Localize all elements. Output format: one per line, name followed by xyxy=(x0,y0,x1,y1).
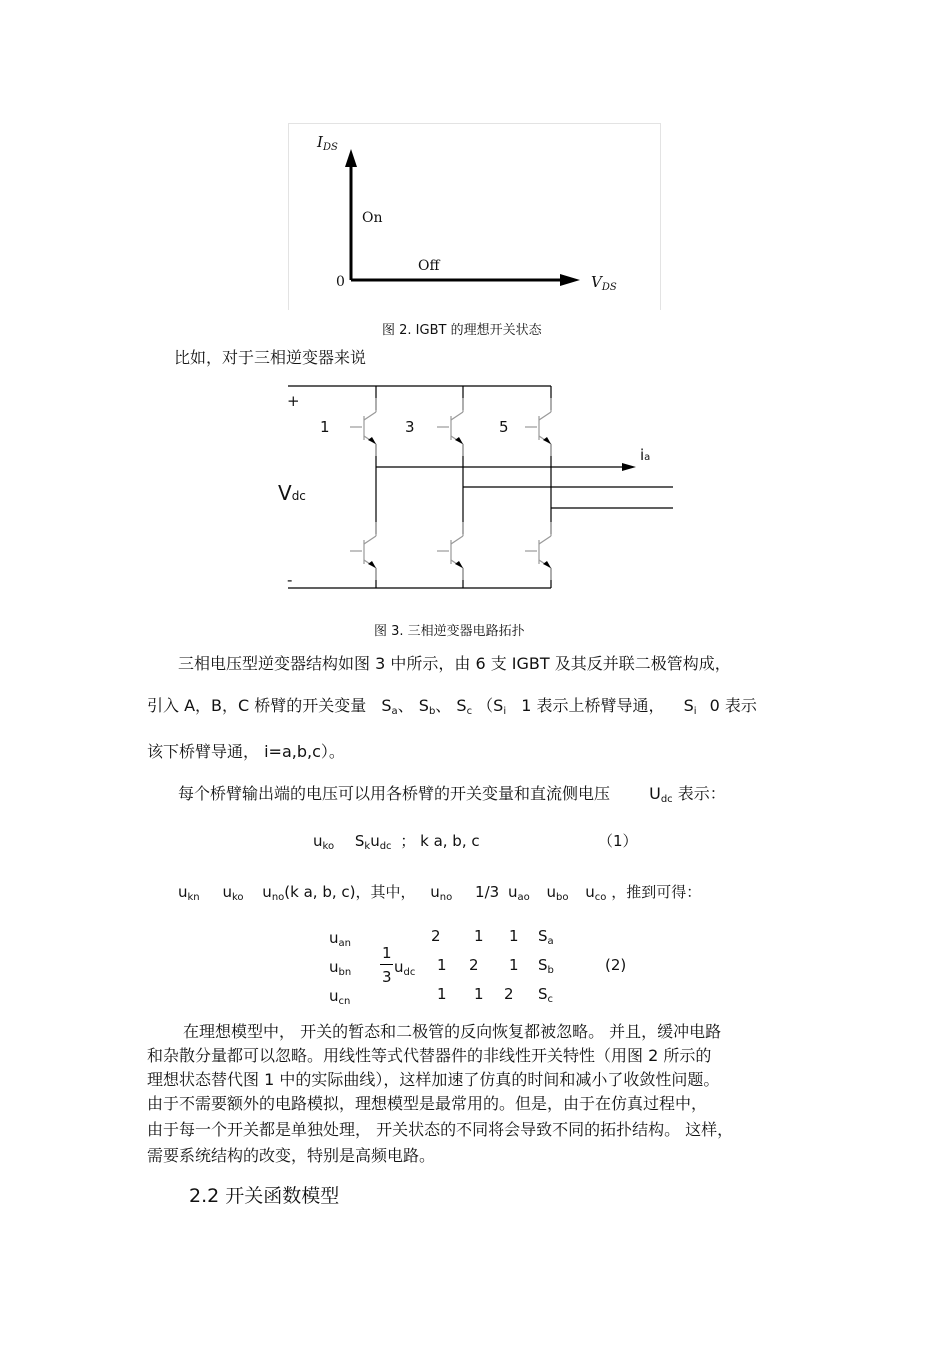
m33: 2 xyxy=(504,985,514,1003)
para3-line2: 和杂散分量都可以忽略。用线性等式代替器件的非线性开关特性（用图 2 所示的 xyxy=(147,1046,712,1065)
fraction-denominator: 3 xyxy=(382,968,392,986)
section-heading: 2.2 开关函数模型 xyxy=(189,1185,340,1207)
fraction-numerator: 1 xyxy=(382,944,392,962)
m23: 1 xyxy=(509,956,519,974)
figure-3-circuit xyxy=(270,380,690,595)
para1-line1: 三相电压型逆变器结构如图 3 中所示，由 6 支 IGBT 及其反并联二极管构成， xyxy=(178,654,731,673)
rhs-row-2: $S_b$ xyxy=(538,956,554,976)
equation-1-number: （1） xyxy=(598,832,638,850)
vds-axis-arrow xyxy=(560,274,580,286)
off-label: Off xyxy=(418,258,440,274)
figure-3-caption: 图 3. 三相逆变器电路拓扑 xyxy=(374,624,525,639)
lhs-row-2: $u_{bn}$ xyxy=(329,958,352,978)
lhs-row-1: $u_{an}$ xyxy=(329,929,351,949)
equation-1: $u_{ko}$ $S_ku_{dc}$ ； k a, b, c xyxy=(313,832,480,852)
para3-line5: 由于每一个开关都是单独处理， 开关状态的不同将会导致不同的拓扑结构。 这样， xyxy=(147,1120,734,1139)
equation-line: $u_{kn}$ $u_{ko}$ $u_{no}(k$ a, b, c)，其中， $u_{no}$ 1/3 $u_{ao}$ $u_{bo}$ $u_{co}$ ，推到可得： xyxy=(178,883,702,903)
intro-line: 比如，对于三相逆变器来说 xyxy=(174,348,367,367)
para3-line1: 在理想模型中， 开关的暂态和二极管的反向恢复都被忽略。 并且，缓冲电路 xyxy=(183,1022,722,1041)
rhs-row-1: $S_a$ xyxy=(538,927,554,947)
equation-2-number: (2) xyxy=(605,956,627,974)
m21: 1 xyxy=(437,956,447,974)
figure-2-caption: 图 2. IGBT 的理想开关状态 xyxy=(382,323,542,338)
vdc-label: Vdc xyxy=(278,481,306,505)
leg-1-label: 1 xyxy=(320,418,330,436)
ids-axis-arrow xyxy=(345,149,357,167)
leg-5-label: 5 xyxy=(499,418,509,436)
m32: 1 xyxy=(474,985,484,1003)
para1-line2: 引入 A，B，C 桥臂的开关变量 $S_a$、 $S_b$、 $S_c$ （$S_i$ 1 表示上桥臂导通， $S_i$ 0 表示 xyxy=(147,696,757,717)
vds-axis-label: $V_{DS}$ xyxy=(591,273,617,293)
negative-terminal: - xyxy=(287,571,293,589)
para3-line4: 由于不需要额外的电路模拟，理想模型是最常用的。但是，由于在仿真过程中， xyxy=(147,1094,708,1113)
para1-line3: 该下桥臂导通， i=a,b,c）。 xyxy=(147,742,345,761)
ia-label: ia xyxy=(640,446,651,464)
para3-line3: 理想状态替代图 1 中的实际曲线），这样加速了仿真的时间和减小了收敛性问题。 xyxy=(147,1070,720,1089)
m22: 2 xyxy=(469,956,479,974)
rhs-row-3: $S_c$ xyxy=(538,985,554,1005)
m31: 1 xyxy=(437,985,447,1003)
lhs-row-3: $u_{cn}$ xyxy=(329,987,351,1007)
positive-terminal: + xyxy=(287,392,300,410)
coefficient-udc: $u_{dc}$ xyxy=(394,958,416,978)
on-label: On xyxy=(362,210,383,226)
ids-axis-label: $I_{DS}$ xyxy=(317,133,338,153)
m12: 1 xyxy=(474,927,484,945)
leg-3-label: 3 xyxy=(405,418,415,436)
m13: 1 xyxy=(509,927,519,945)
fraction-bar xyxy=(380,964,393,965)
origin-label: 0 xyxy=(336,274,345,290)
para3-line6: 需要系统结构的改变，特别是高频电路。 xyxy=(147,1146,436,1165)
m11: 2 xyxy=(431,927,441,945)
para2-line: 每个桥臂输出端的电压可以用各桥臂的开关变量和直流侧电压 $U_{dc}$ 表示： xyxy=(178,784,726,805)
